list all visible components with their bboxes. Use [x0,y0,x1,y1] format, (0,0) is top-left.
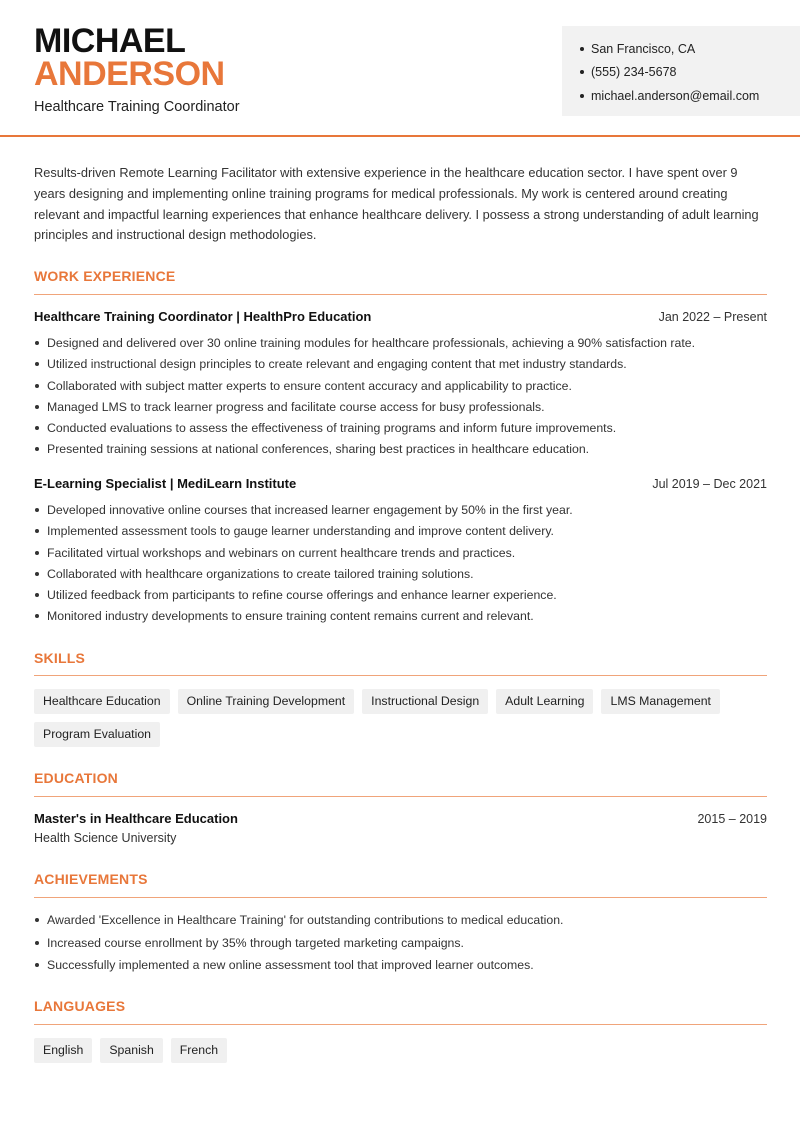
list-item: Presented training sessions at national conferences, sharing best practices in healthcare education. [34,439,767,460]
languages-heading: LANGUAGES [34,998,126,1014]
contact-location [580,37,800,61]
skill-chip: LMS Management [601,689,719,714]
bullet-icon [580,47,584,51]
contact-phone [580,61,800,85]
languages-list [34,1038,774,1063]
list-item: Developed innovative online courses that increased learner engagement by 50% in the first year. [34,500,767,521]
list-item: Monitored industry developments to ensure training content remains current and relevant. [34,606,767,627]
job-1-role: Healthcare Training Coordinator | HealthPro Education [34,309,372,324]
list-item: Successfully implemented a new online assessment tool that improved learner outcomes. [34,955,767,978]
section-divider [34,796,767,797]
contact-email [580,84,800,108]
bullet-icon [580,94,584,98]
resume-header [0,0,800,137]
skills-heading: SKILLS [34,650,85,666]
achievements-list [34,910,767,978]
list-item: Collaborated with subject matter experts to ensure content accuracy and applicability to practice. [34,376,767,397]
degree-title: Master's in Healthcare Education [34,811,238,826]
contact-box [562,26,800,116]
section-divider [34,897,767,898]
job-2-dates: Jul 2019 – Dec 2021 [652,477,767,491]
list-item: Designed and delivered over 30 online training modules for healthcare professionals, achieving a 90% satisfaction rate. [34,333,767,354]
skill-chip: Instructional Design [362,689,488,714]
job-2-bullets [34,500,767,628]
education-dates: 2015 – 2019 [697,812,767,826]
work-experience-heading: WORK EXPERIENCE [34,268,176,284]
list-item: Conducted evaluations to assess the effectiveness of training programs and inform future improvements. [34,418,767,439]
last-name: ANDERSON [34,55,225,93]
language-chip: Spanish [100,1038,162,1063]
section-divider [34,1024,767,1025]
list-item: Increased course enrollment by 35% through targeted marketing campaigns. [34,933,767,956]
education-heading: EDUCATION [34,770,118,786]
email-text: michael.anderson@email.com [591,88,760,103]
skill-chip: Healthcare Education [34,689,170,714]
achievements-heading: ACHIEVEMENTS [34,871,148,887]
summary: Results-driven Remote Learning Facilitator with extensive experience in the healthcare education sector. I have spent over 9 years designing and implementing online training programs for medical professionals. My work is centered around creating relevant and impactful learning experiences that enhance healthcare delivery. I possess a strong understanding of adult learning principles and instructional design methodologies. [34,165,759,243]
list-item: Managed LMS to track learner progress and facilitate course access for busy professionals. [34,397,767,418]
list-item: Utilized instructional design principles to create relevant and engaging content that met industry standards. [34,354,767,375]
location-text: San Francisco, CA [591,41,696,56]
job-1-header [34,309,767,324]
job-2-role: E-Learning Specialist | MediLearn Institute [34,476,297,491]
language-chip: English [34,1038,92,1063]
skill-chip: Program Evaluation [34,722,160,747]
job-1-bullets [34,333,767,461]
job-2-header [34,476,767,491]
bullet-icon [580,70,584,74]
school-name: Health Science University [34,831,177,845]
phone-text: (555) 234-5678 [591,65,677,80]
skill-chip: Online Training Development [178,689,355,714]
language-chip: French [171,1038,227,1063]
list-item: Utilized feedback from participants to refine course offerings and enhance learner experience. [34,585,767,606]
skills-list [34,689,774,747]
section-divider [34,675,767,676]
list-item: Awarded 'Excellence in Healthcare Training' for outstanding contributions to medical education. [34,910,767,933]
skill-chip: Adult Learning [496,689,593,714]
job-1-dates: Jan 2022 – Present [658,310,767,324]
job-title: Healthcare Training Coordinator [34,99,240,115]
list-item: Collaborated with healthcare organizations to create tailored training solutions. [34,564,767,585]
list-item: Facilitated virtual workshops and webinars on current healthcare trends and practices. [34,543,767,564]
section-divider [34,294,767,295]
education-header [34,811,767,826]
first-name: MICHAEL [34,22,186,60]
list-item: Implemented assessment tools to gauge learner understanding and improve content delivery. [34,521,767,542]
